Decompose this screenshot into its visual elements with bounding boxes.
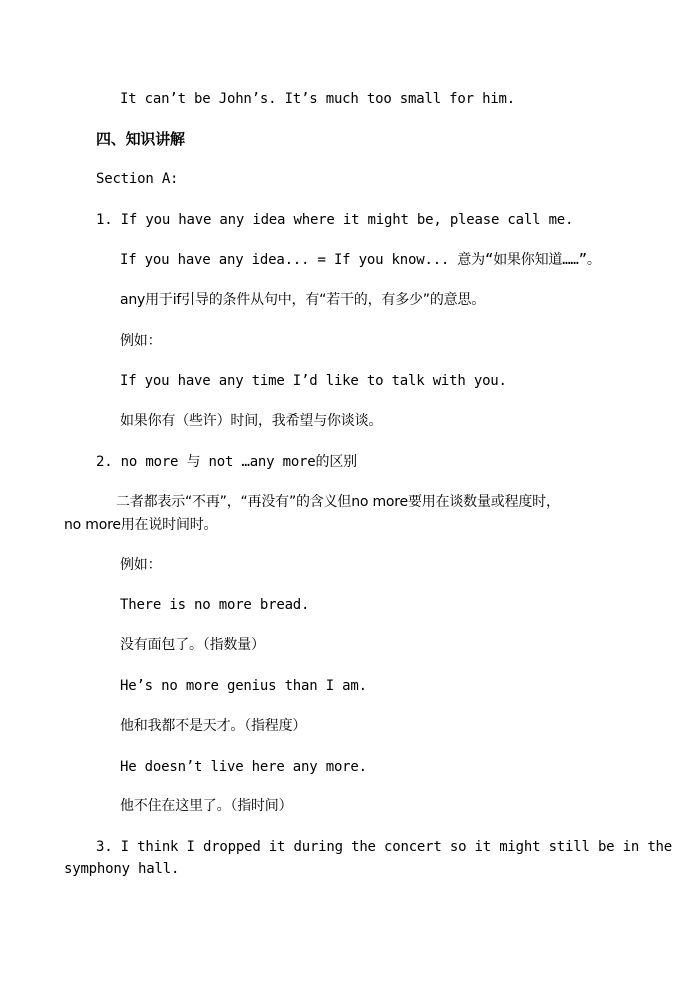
example-2a-chinese: 没有面包了。（指数量） [120, 637, 265, 653]
point-2-explanation-line1: 二者都表示“不再”，“再没有”的含义但no more要用在谈数量或程度时， [116, 494, 560, 510]
point-2-explanation-line2: no more用在说时间时。 [64, 517, 218, 533]
point-1-sentence: 1. If you have any idea where it might be, please call me. [96, 212, 574, 228]
example-label-1: 例如： [120, 333, 162, 349]
example-2c-chinese: 他不住在这里了。（指时间） [120, 798, 293, 814]
point-3-sentence-line1: 3. I think I dropped it during the concert so it might still be in the [96, 839, 673, 855]
point-1-explanation: If you have any idea... = If you know... 意为“如果你知道……”。 [120, 252, 601, 268]
example-1-chinese: 如果你有（些许）时间，我希望与你谈谈。 [120, 413, 383, 429]
section-a-label: Section A: [96, 171, 179, 187]
point-3-sentence-line2: symphony hall. [64, 861, 180, 877]
example-2b-english: He’s no more genius than I am. [120, 678, 367, 694]
example-2b-chinese: 他和我都不是天才。（指程度） [120, 718, 307, 734]
example-1-english: If you have any time I’d like to talk with you. [120, 373, 507, 389]
example-label-2: 例如： [120, 557, 162, 573]
example-sentence-john: It can’t be John’s. It’s much too small for him. [120, 91, 515, 107]
point-2-title: 2. no more 与 not …any more的区别 [96, 454, 357, 470]
example-2a-english: There is no more bread. [120, 597, 310, 613]
example-2c-english: He doesn’t live here any more. [120, 759, 367, 775]
section-heading-knowledge: 四、知识讲解 [96, 130, 185, 148]
point-1-any-usage: any用于if引导的条件从句中，有“若干的，有多少”的意思。 [120, 292, 486, 308]
